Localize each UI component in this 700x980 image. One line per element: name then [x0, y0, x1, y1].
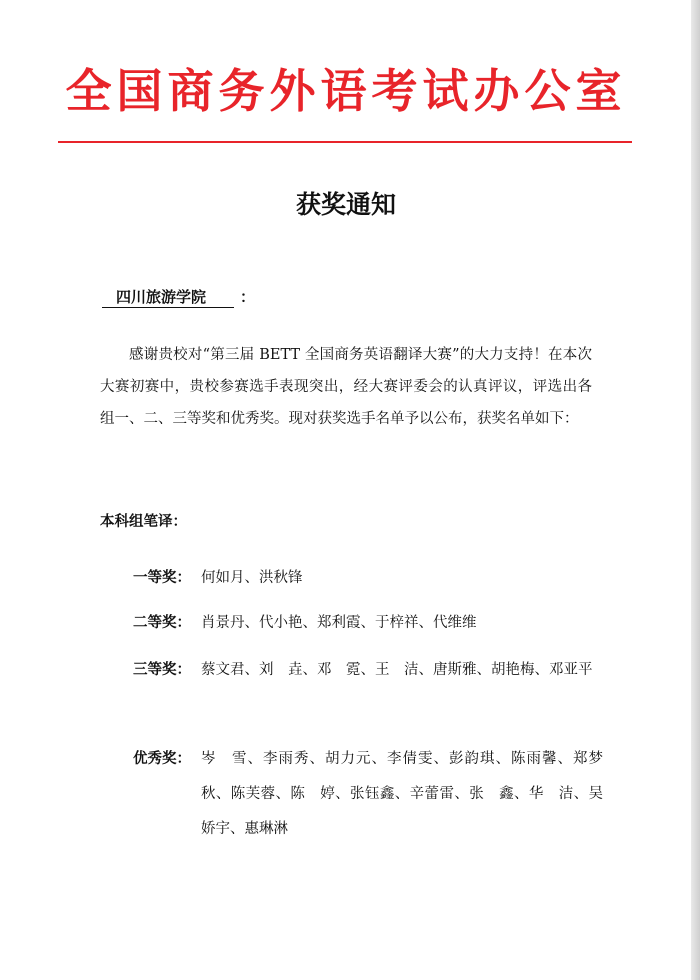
page-edge-shadow	[691, 0, 700, 980]
masthead-divider	[58, 141, 632, 143]
award-label: 二等奖：	[133, 615, 191, 631]
award-names: 何如月、洪秋锋	[201, 570, 303, 586]
award-label: 优秀奖：	[133, 751, 191, 767]
award-label: 三等奖：	[133, 662, 191, 678]
section-heading: 本科组笔译：	[100, 514, 187, 530]
award-names: 肖景丹、代小艳、郑利霞、于梓祥、代维维	[201, 615, 477, 631]
award-names: 岑 雪、李雨秀、胡力元、李倩雯、彭韵琪、陈雨馨、郑梦秋、陈芙蓉、陈 婷、张钰鑫、辛蕾雷、张 鑫、华 洁、吴娇宇、惠琳淋	[201, 751, 603, 837]
recipient-school: 四川旅游学院	[102, 287, 234, 308]
recipient-colon: ：	[240, 288, 256, 306]
notice-title: 获奖通知	[295, 190, 396, 219]
award-row-first-prize	[133, 560, 603, 596]
recipient-line	[102, 287, 255, 308]
award-names: 蔡文君、刘 垚、邓 霓、王 洁、唐斯雅、胡艳梅、邓亚平	[201, 662, 593, 678]
award-row-third-prize	[133, 652, 603, 688]
body-paragraph: 感谢贵校对“第三届 BETT 全国商务英语翻译大赛”的大力支持！在本次大赛初赛中，贵校参赛选手表现突出，经大赛评委会的认真评议，评选出各组一、二、三等奖和优秀奖。现对获奖选手名单予以公布，获奖名单如下：	[100, 347, 592, 427]
award-label: 一等奖：	[133, 570, 191, 586]
award-row-second-prize	[133, 605, 603, 641]
award-row-merit-prize	[133, 742, 603, 847]
masthead-title: 全国商务外语考试办公室	[65, 64, 627, 118]
